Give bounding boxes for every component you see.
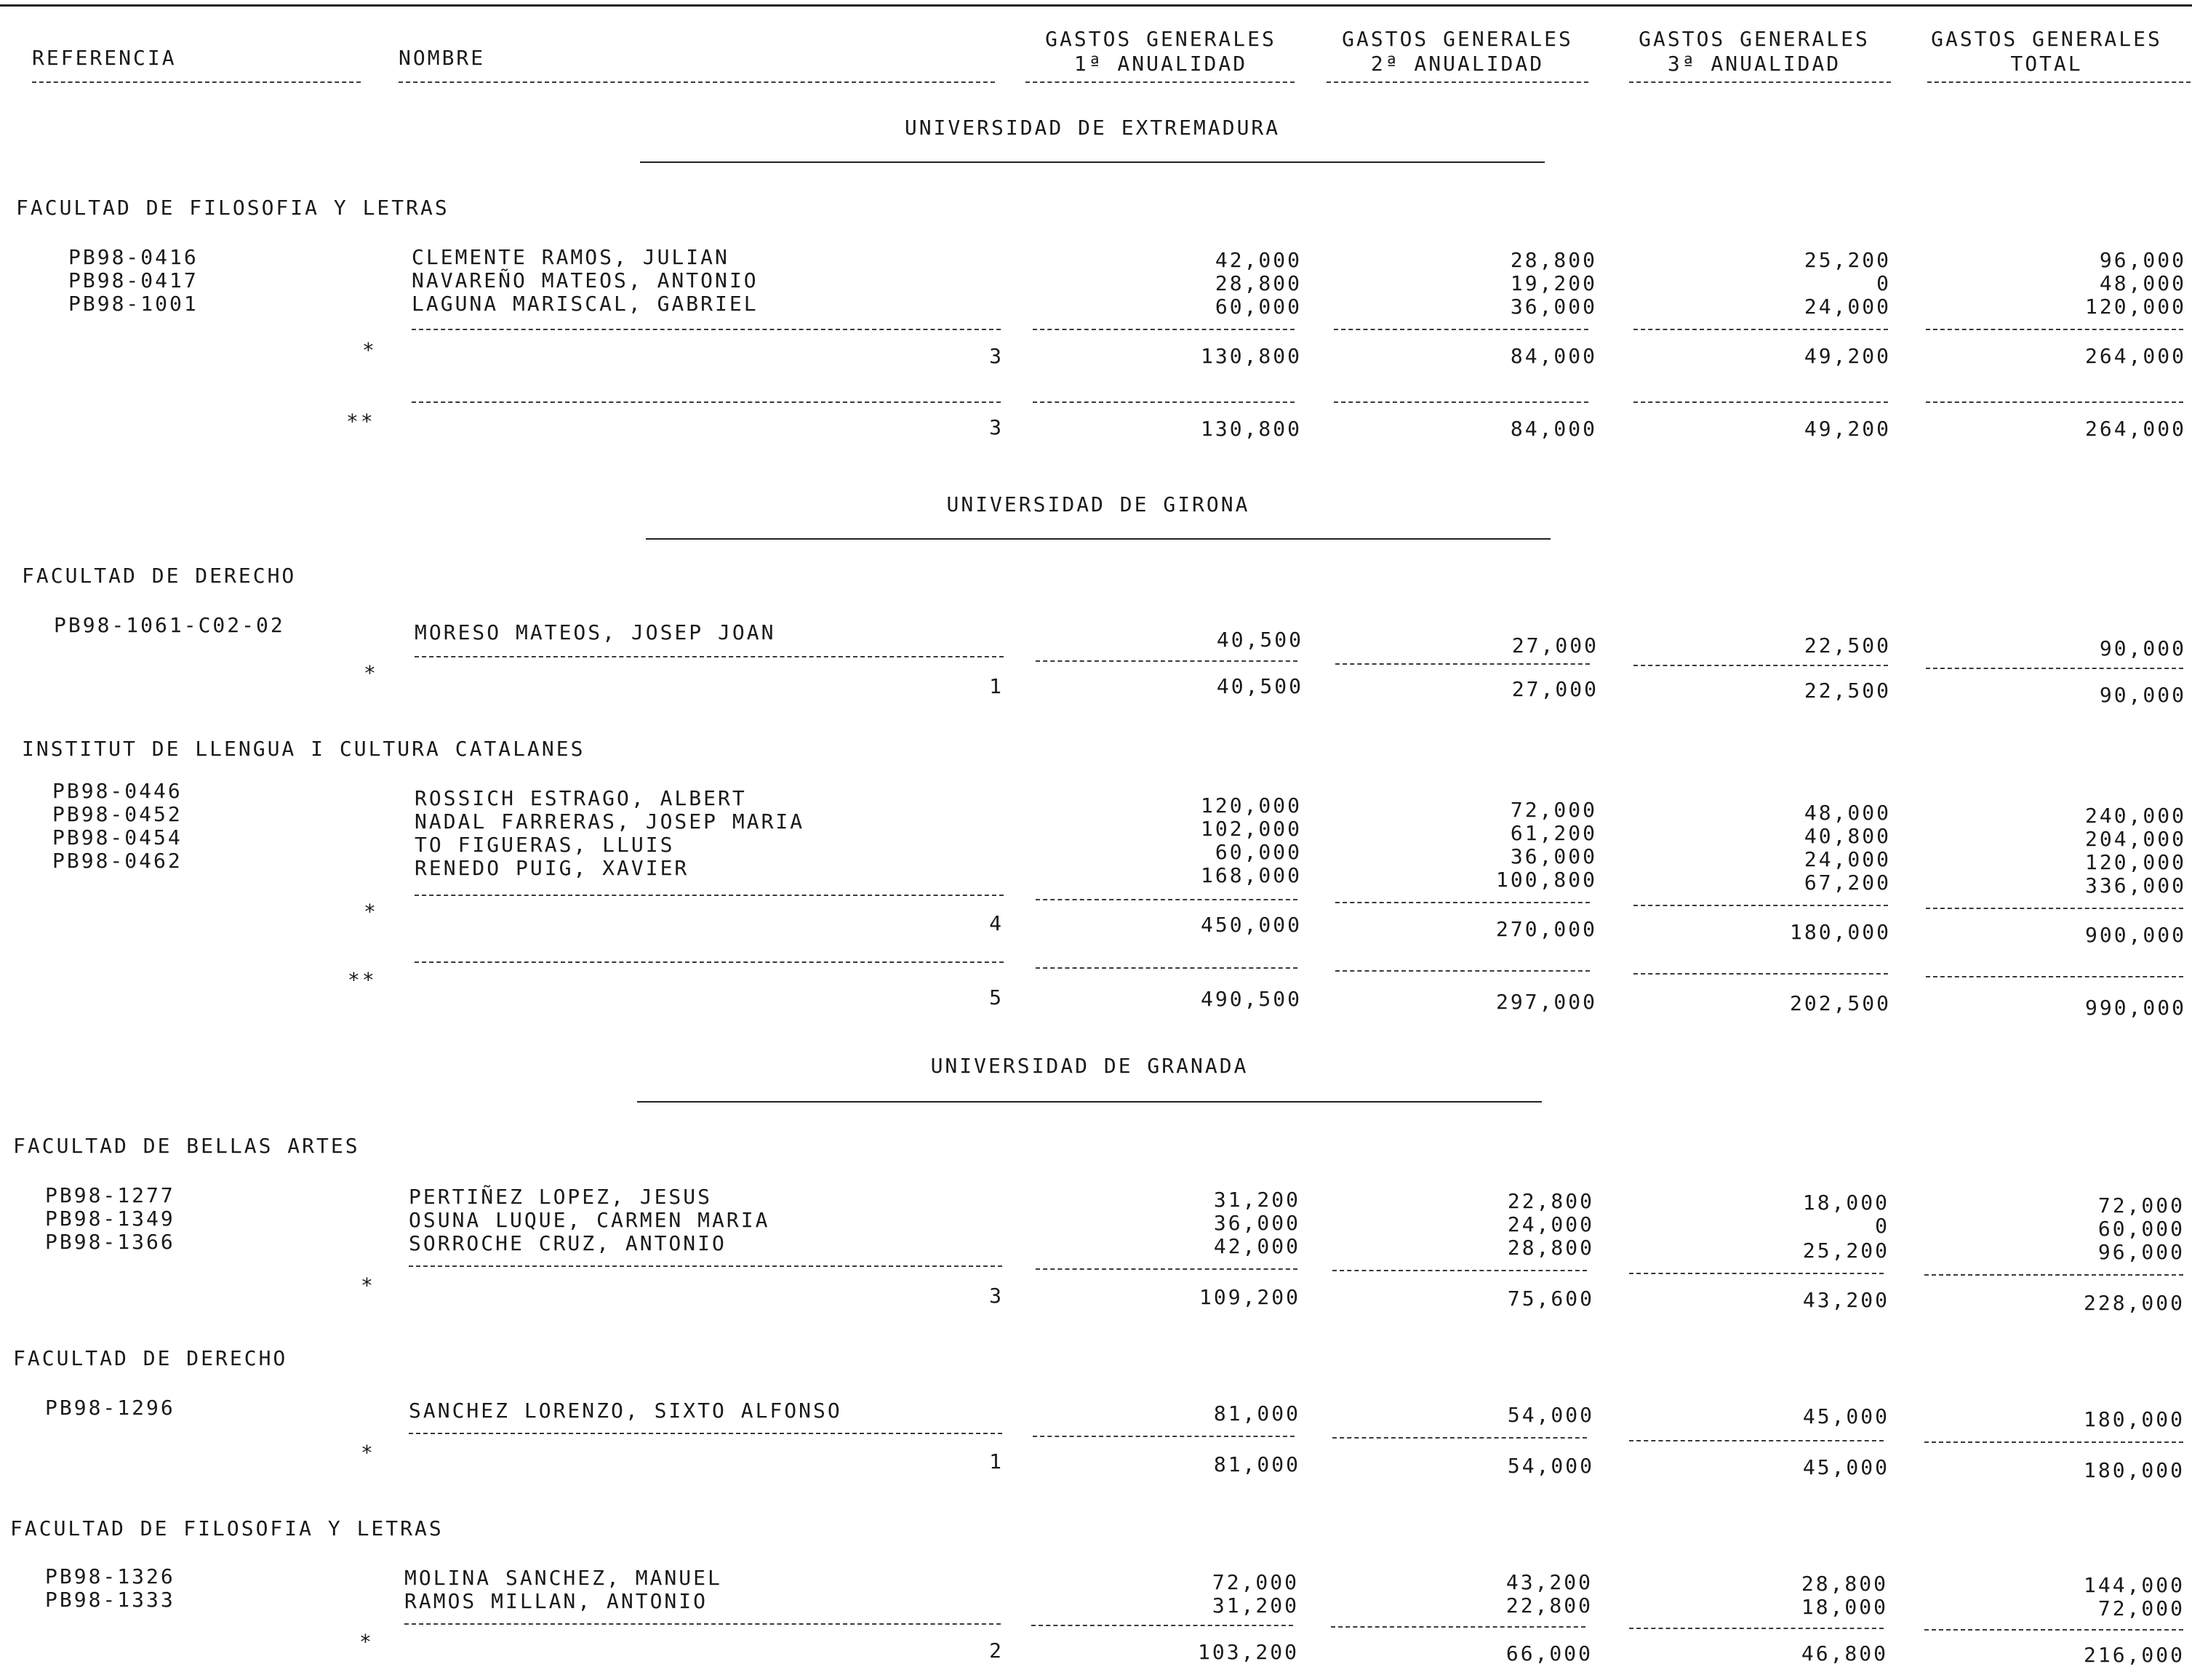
subtotal-a2: 66,000 [1505, 1641, 1593, 1665]
row-total: 72,000 [2097, 1596, 2185, 1620]
row-nombre: PERTIÑEZ LOPEZ, JESUS [409, 1185, 713, 1209]
row-nombre: TO FIGUERAS, LLUIS [415, 833, 675, 857]
row-a3: 22,500 [1804, 633, 1891, 657]
row-a1: 36,000 [1213, 1211, 1300, 1235]
faculty-title: INSTITUT DE LLENGUA I CULTURA CATALANES [22, 737, 585, 761]
row-total: 96,000 [2097, 1240, 2185, 1264]
subtotal-rule [409, 1265, 1002, 1267]
total-rule [1633, 973, 1888, 975]
row-nombre: ROSSICH ESTRAGO, ALBERT [415, 786, 747, 810]
faculty-title: FACULTAD DE DERECHO [13, 1346, 288, 1370]
total-rule [412, 401, 1001, 403]
subtotal-a2: 75,600 [1507, 1287, 1594, 1311]
row-a1: 120,000 [1200, 793, 1302, 817]
row-ref: PB98-1277 [45, 1183, 175, 1207]
row-a2: 27,000 [1511, 633, 1599, 657]
row-ref: PB98-0452 [52, 802, 183, 826]
subtotal-a1: 450,000 [1200, 913, 1302, 937]
subtotal-rule [1031, 1625, 1293, 1626]
header-col2-line1: GASTOS GENERALES [1342, 27, 1573, 51]
subtotal-a3: 43,200 [1802, 1288, 1889, 1312]
row-ref: PB98-0454 [52, 825, 183, 849]
row-a3: 25,200 [1802, 1239, 1889, 1263]
row-total: 72,000 [2097, 1193, 2185, 1217]
row-total: 180,000 [2083, 1407, 2185, 1431]
row-a2: 36,000 [1510, 844, 1597, 868]
subtotal-mark: * [364, 661, 378, 685]
header-referencia: REFERENCIA [32, 46, 177, 70]
subtotal-total: 180,000 [2083, 1458, 2185, 1482]
subtotal-rule [1033, 1436, 1295, 1437]
total-rule [1335, 970, 1590, 972]
total-a1: 490,500 [1200, 987, 1302, 1011]
subtotal-a2: 27,000 [1511, 677, 1599, 701]
subtotal-rule [1924, 1274, 2183, 1276]
subtotal-total: 900,000 [2084, 923, 2186, 947]
total-a3: 49,200 [1804, 417, 1891, 441]
row-a1: 31,200 [1212, 1593, 1299, 1617]
row-a2: 22,800 [1507, 1189, 1594, 1213]
row-nombre: SORROCHE CRUZ, ANTONIO [409, 1231, 727, 1255]
faculty-title: FACULTAD DE DERECHO [22, 564, 297, 588]
row-ref: PB98-1061-C02-02 [54, 613, 285, 637]
subtotal-rule [409, 1433, 1002, 1434]
row-a1: 102,000 [1200, 817, 1302, 841]
total-rule [1334, 401, 1588, 403]
total-mark: ** [346, 409, 375, 433]
subtotal-rule [415, 895, 1004, 896]
subtotal-mark: * [359, 1630, 374, 1654]
row-a2: 24,000 [1507, 1212, 1594, 1236]
row-total: 240,000 [2084, 804, 2186, 828]
header-col3-line2: 3ª ANUALIDAD [1667, 52, 1841, 76]
row-a1: 42,000 [1215, 248, 1302, 272]
row-ref: PB98-1366 [45, 1230, 175, 1254]
row-a2: 100,800 [1495, 868, 1597, 892]
subtotal-rule [1036, 899, 1297, 900]
subtotal-rule [415, 656, 1004, 657]
header-underline [1327, 81, 1588, 83]
row-a3: 18,000 [1802, 1191, 1889, 1215]
total-rule [415, 961, 1004, 963]
row-ref: PB98-1349 [45, 1207, 175, 1231]
top-rule [0, 4, 2192, 7]
subtotal-rule [1633, 905, 1888, 906]
header-underline [399, 81, 995, 83]
subtotal-mark: * [362, 338, 377, 362]
row-total: 144,000 [2083, 1573, 2185, 1597]
subtotal-rule [1332, 1270, 1587, 1271]
row-a2: 22,800 [1505, 1593, 1593, 1617]
subtotal-rule [1335, 663, 1590, 665]
row-total: 96,000 [2099, 248, 2186, 272]
row-nombre: MOLINA SANCHEZ, MANUEL [404, 1566, 722, 1590]
subtotal-mark: * [361, 1273, 375, 1297]
total-rule [1926, 976, 2183, 977]
subtotal-rule [1629, 1440, 1884, 1441]
subtotal-a2: 54,000 [1507, 1454, 1594, 1478]
row-nombre: SANCHEZ LORENZO, SIXTO ALFONSO [409, 1399, 842, 1423]
row-a3: 40,800 [1804, 824, 1891, 848]
total-mark: ** [348, 968, 377, 992]
row-a2: 43,200 [1505, 1570, 1593, 1594]
subtotal-a3: 45,000 [1802, 1455, 1889, 1479]
subtotal-a3: 180,000 [1789, 920, 1891, 944]
subtotal-rule [412, 329, 1001, 330]
total-rule [1633, 401, 1888, 403]
subtotal-count: 3 [989, 344, 1004, 368]
row-a2: 19,200 [1510, 271, 1597, 295]
row-a2: 28,800 [1510, 248, 1597, 272]
row-nombre: RAMOS MILLAN, ANTONIO [404, 1589, 708, 1613]
row-ref: PB98-1333 [45, 1588, 175, 1612]
subtotal-total: 228,000 [2083, 1291, 2185, 1315]
subtotal-mark: * [361, 1441, 375, 1465]
total-a2: 297,000 [1495, 990, 1597, 1014]
row-a1: 81,000 [1213, 1401, 1300, 1425]
header-underline [1927, 81, 2191, 83]
subtotal-total: 90,000 [2099, 683, 2186, 707]
header-col1-line1: GASTOS GENERALES [1045, 27, 1276, 51]
subtotal-rule [1335, 902, 1590, 903]
row-ref: PB98-0462 [52, 849, 183, 873]
subtotal-count: 1 [989, 1449, 1004, 1473]
subtotal-a2: 84,000 [1510, 344, 1597, 368]
row-nombre: NADAL FARRERAS, JOSEP MARIA [415, 809, 805, 833]
faculty-title: FACULTAD DE FILOSOFIA Y LETRAS [16, 196, 449, 220]
row-ref: PB98-1001 [68, 292, 199, 316]
row-a1: 168,000 [1200, 863, 1302, 887]
row-ref: PB98-1296 [45, 1396, 175, 1420]
subtotal-rule [1334, 329, 1588, 330]
subtotal-count: 3 [989, 1284, 1004, 1308]
row-a3: 0 [1875, 1214, 1889, 1238]
subtotal-rule [1633, 329, 1888, 330]
subtotal-a1: 103,200 [1197, 1640, 1299, 1664]
row-a1: 28,800 [1215, 271, 1302, 295]
subtotal-rule [1924, 1441, 2183, 1443]
subtotal-rule [1629, 1273, 1884, 1274]
row-a2: 72,000 [1510, 798, 1597, 822]
header-col2-line2: 2ª ANUALIDAD [1370, 52, 1545, 76]
row-a3: 25,200 [1804, 248, 1891, 272]
subtotal-mark: * [364, 900, 378, 924]
subtotal-total: 216,000 [2083, 1643, 2185, 1667]
row-ref: PB98-0417 [68, 268, 199, 292]
subtotal-rule [1036, 1268, 1297, 1270]
university-underline [637, 1101, 1542, 1103]
row-a1: 40,500 [1216, 628, 1303, 652]
header-underline [32, 81, 361, 83]
row-total: 90,000 [2099, 636, 2186, 660]
subtotal-rule [1036, 660, 1297, 662]
subtotal-rule [1331, 1626, 1585, 1628]
row-nombre: OSUNA LUQUE, CARMEN MARIA [409, 1208, 770, 1232]
row-total: 120,000 [2084, 295, 2186, 319]
total-rule [1036, 967, 1297, 969]
row-a1: 42,000 [1213, 1234, 1300, 1258]
row-a2: 61,200 [1510, 821, 1597, 845]
total-rule [1033, 401, 1295, 403]
row-a1: 60,000 [1215, 840, 1302, 864]
row-a3: 28,800 [1801, 1572, 1888, 1596]
row-nombre: NAVAREÑO MATEOS, ANTONIO [412, 268, 759, 292]
subtotal-rule [1033, 329, 1295, 330]
total-count: 3 [989, 415, 1004, 439]
total-rule [1926, 401, 2183, 403]
row-a1: 72,000 [1212, 1570, 1299, 1594]
subtotal-a3: 22,500 [1804, 679, 1891, 703]
total-a2: 84,000 [1510, 417, 1597, 441]
row-a3: 24,000 [1804, 295, 1891, 319]
subtotal-rule [1926, 908, 2183, 909]
row-total: 48,000 [2099, 271, 2186, 295]
total-count: 5 [989, 985, 1004, 1009]
header-col3-line1: GASTOS GENERALES [1639, 27, 1870, 51]
subtotal-count: 1 [989, 674, 1004, 698]
subtotal-rule [1633, 665, 1888, 666]
row-a3: 48,000 [1804, 801, 1891, 825]
row-a1: 60,000 [1215, 295, 1302, 319]
subtotal-count: 2 [989, 1639, 1004, 1663]
faculty-title: FACULTAD DE BELLAS ARTES [13, 1134, 360, 1158]
row-a3: 24,000 [1804, 847, 1891, 871]
university-underline [646, 538, 1551, 540]
header-col1-line2: 1ª ANUALIDAD [1073, 52, 1248, 76]
row-ref: PB98-0416 [68, 245, 199, 269]
subtotal-a1: 40,500 [1216, 674, 1303, 698]
row-a1: 31,200 [1213, 1188, 1300, 1212]
total-a3: 202,500 [1789, 991, 1891, 1015]
header-nombre: NOMBRE [399, 46, 486, 70]
faculty-title: FACULTAD DE FILOSOFIA Y LETRAS [10, 1516, 444, 1540]
row-a3: 0 [1876, 271, 1891, 295]
subtotal-a1: 81,000 [1213, 1452, 1300, 1476]
subtotal-total: 264,000 [2084, 344, 2186, 368]
subtotal-rule [1629, 1628, 1884, 1629]
total-a1: 130,800 [1200, 417, 1302, 441]
total-total: 264,000 [2084, 417, 2186, 441]
row-total: 336,000 [2084, 873, 2186, 897]
row-ref: PB98-1326 [45, 1564, 175, 1588]
row-a2: 28,800 [1507, 1236, 1594, 1260]
subtotal-a3: 49,200 [1804, 344, 1891, 368]
university-underline [640, 161, 1545, 163]
row-a2: 36,000 [1510, 295, 1597, 319]
subtotal-a1: 109,200 [1199, 1285, 1300, 1309]
row-nombre: MORESO MATEOS, JOSEP JOAN [415, 620, 776, 644]
subtotal-a3: 46,800 [1801, 1641, 1888, 1665]
header-underline [1629, 81, 1891, 83]
row-a2: 54,000 [1507, 1403, 1594, 1427]
university-title: UNIVERSIDAD DE GIRONA [946, 492, 1250, 516]
row-a3: 45,000 [1802, 1404, 1889, 1428]
subtotal-rule [1926, 329, 2183, 330]
university-title: UNIVERSIDAD DE EXTREMADURA [904, 116, 1281, 140]
header-col4-line1: GASTOS GENERALES [1931, 27, 2162, 51]
row-total: 120,000 [2084, 850, 2186, 874]
header-col4-line2: TOTAL [2010, 52, 2083, 76]
total-total: 990,000 [2084, 996, 2186, 1020]
row-nombre: CLEMENTE RAMOS, JULIAN [412, 245, 729, 269]
row-a3: 67,200 [1804, 871, 1891, 895]
subtotal-rule [1332, 1437, 1587, 1439]
subtotal-a2: 270,000 [1495, 917, 1597, 941]
subtotal-rule [1926, 668, 2183, 669]
header-underline [1025, 81, 1295, 83]
university-title: UNIVERSIDAD DE GRANADA [930, 1054, 1249, 1078]
subtotal-rule [1924, 1629, 2183, 1631]
row-ref: PB98-0446 [52, 779, 183, 803]
row-total: 60,000 [2097, 1217, 2185, 1241]
subtotal-count: 4 [989, 911, 1004, 935]
row-a3: 18,000 [1801, 1595, 1888, 1619]
subtotal-rule [404, 1623, 1001, 1625]
row-nombre: LAGUNA MARISCAL, GABRIEL [412, 292, 759, 316]
row-total: 204,000 [2084, 827, 2186, 851]
subtotal-a1: 130,800 [1200, 344, 1302, 368]
row-nombre: RENEDO PUIG, XAVIER [415, 856, 689, 880]
